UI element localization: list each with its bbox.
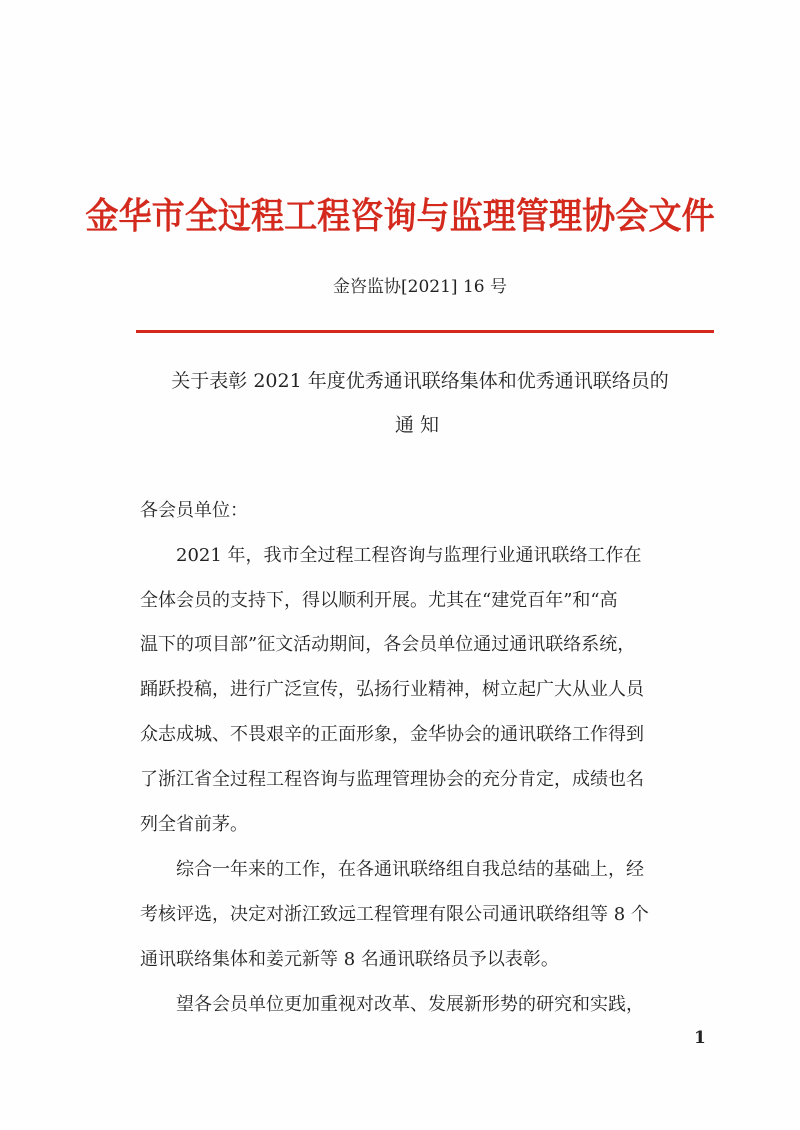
paragraph-2-line: 通讯联络集体和姜元新等 8 名通讯联络员予以表彰。: [140, 949, 559, 970]
salutation: 各会员单位：: [140, 500, 248, 521]
issuer-title: 金华市全过程工程咨询与监理管理协会文件: [85, 195, 715, 237]
document-number: 金咨监协[2021] 16 号: [333, 277, 507, 297]
paragraph-1-line: 温下的项目部”征文活动期间，各会员单位通过通讯联络系统，: [140, 634, 636, 655]
paragraph-2-line: 综合一年来的工作，在各通讯联络组自我总结的基础上，经: [176, 859, 644, 880]
notice-title-line-2: 通知: [394, 414, 445, 436]
paragraph-1-line: 列全省前茅。: [140, 814, 248, 835]
paragraph-1-line: 了浙江省全过程工程咨询与监理管理协会的充分肯定，成绩也名: [140, 769, 644, 790]
paragraph-1-line: 众志成城、不畏艰辛的正面形象，金华协会的通讯联络工作得到: [140, 724, 644, 745]
page-number: 1: [694, 1028, 706, 1048]
paragraph-1-line: 踊跃投稿，进行广泛宣传，弘扬行业精神，树立起广大从业人员: [140, 679, 644, 700]
notice-title-line-1: 关于表彰 2021 年度优秀通讯联络集体和优秀通讯联络员的: [171, 370, 669, 392]
paragraph-3-line: 望各会员单位更加重视对改革、发展新形势的研究和实践，: [176, 994, 644, 1015]
paragraph-1-line: 2021 年，我市全过程工程咨询与监理行业通讯联络工作在: [176, 545, 642, 566]
paragraph-1-line: 全体会员的支持下，得以顺利开展。尤其在“建党百年”和“高: [140, 590, 618, 611]
red-divider-line: [136, 330, 714, 333]
paragraph-2-line: 考核评选，决定对浙江致远工程管理有限公司通讯联络组等 8 个: [140, 904, 649, 925]
